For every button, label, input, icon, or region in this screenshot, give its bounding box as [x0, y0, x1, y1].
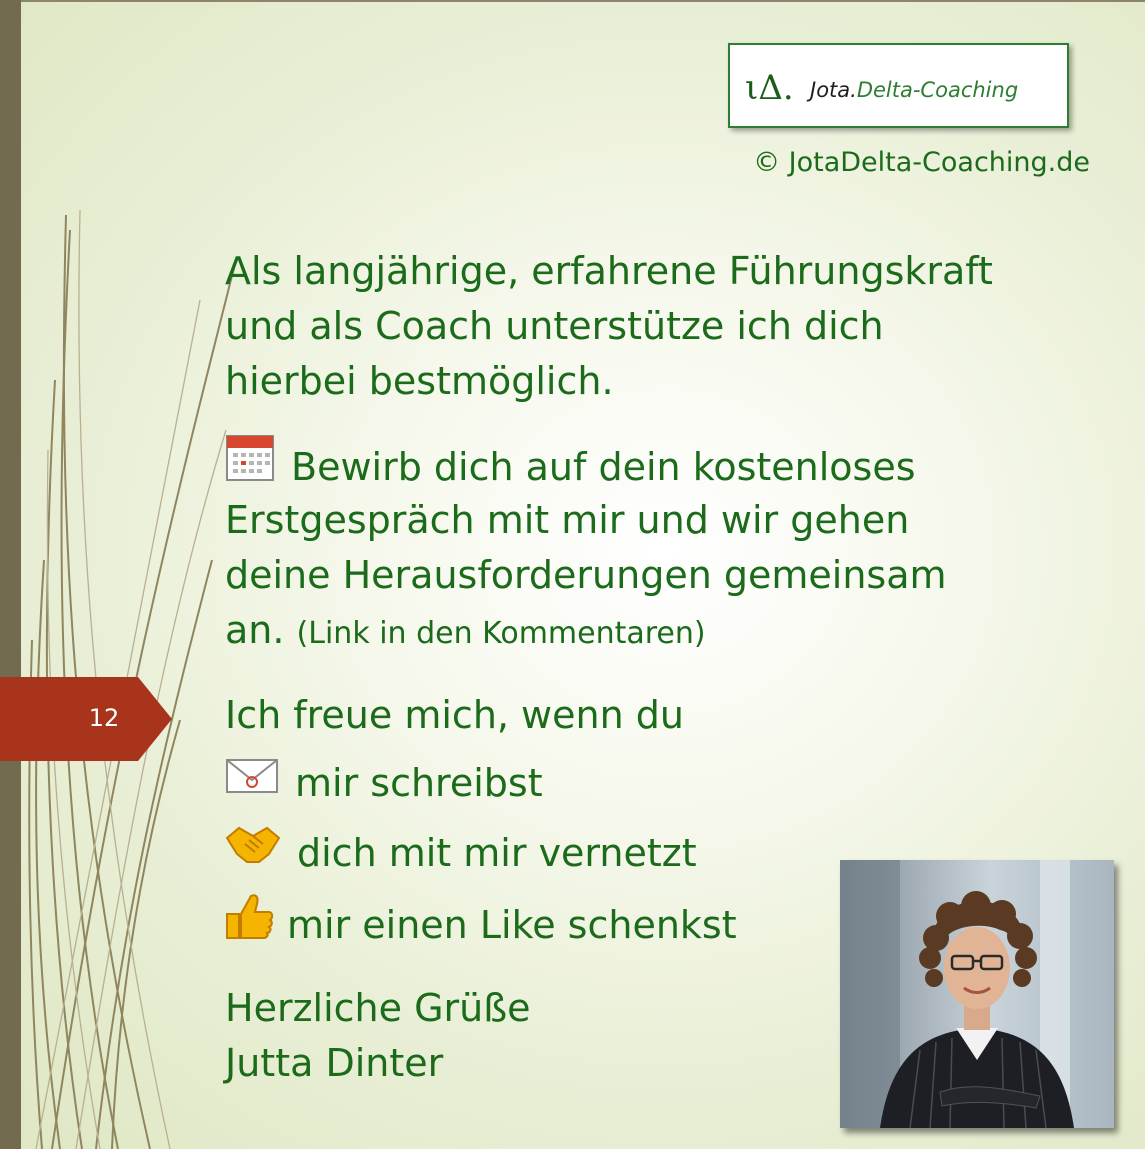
handshake-icon	[225, 824, 281, 879]
logo	[728, 43, 1069, 128]
wish-lead: Ich freue mich, wenn du	[225, 693, 684, 737]
link-hint: (Link in den Kommentaren)	[296, 616, 706, 651]
closing-greeting: Herzliche Grüße	[225, 986, 531, 1030]
intro-line-3: hierbei bestmöglich.	[225, 359, 614, 403]
wish-item-network-text: dich mit mir vernetzt	[297, 831, 697, 875]
email-icon	[225, 754, 279, 809]
grass-strands-decoration	[0, 0, 260, 1149]
portrait-photo	[840, 860, 1114, 1128]
logo-mark: ιΔ.	[745, 68, 794, 108]
thumbs-up-icon	[225, 892, 275, 955]
apply-text-1: Bewirb dich auf dein kostenloses	[291, 445, 916, 489]
wish-item-network	[225, 826, 697, 883]
closing-name: Jutta Dinter	[225, 1041, 444, 1085]
wish-item-like	[225, 896, 737, 959]
apply-line-4	[225, 603, 706, 661]
calendar-icon	[225, 434, 275, 497]
apply-line-1	[225, 438, 916, 501]
wish-item-like-text: mir einen Like schenkst	[287, 903, 737, 947]
apply-line-3: deine Herausforderungen gemeinsam	[225, 553, 947, 597]
logo-name-part2: Delta	[856, 78, 913, 102]
wish-item-email	[225, 756, 543, 813]
intro-line-2: und als Coach unterstütze ich dich	[225, 304, 884, 348]
logo-name-part3: -Coaching	[912, 78, 1019, 102]
page-number: 12	[88, 704, 120, 732]
apply-line-2: Erstgespräch mit mir und wir gehen	[225, 498, 910, 542]
copyright-notice: © JotaDelta-Coaching.de	[753, 147, 1090, 178]
logo-name-part1: Jota.	[810, 78, 857, 102]
apply-text-4: an.	[225, 608, 285, 652]
intro-line-1: Als langjährige, erfahrene Führungskraft	[225, 249, 993, 293]
logo-name	[810, 78, 1018, 102]
wish-item-email-text: mir schreibst	[295, 761, 543, 805]
